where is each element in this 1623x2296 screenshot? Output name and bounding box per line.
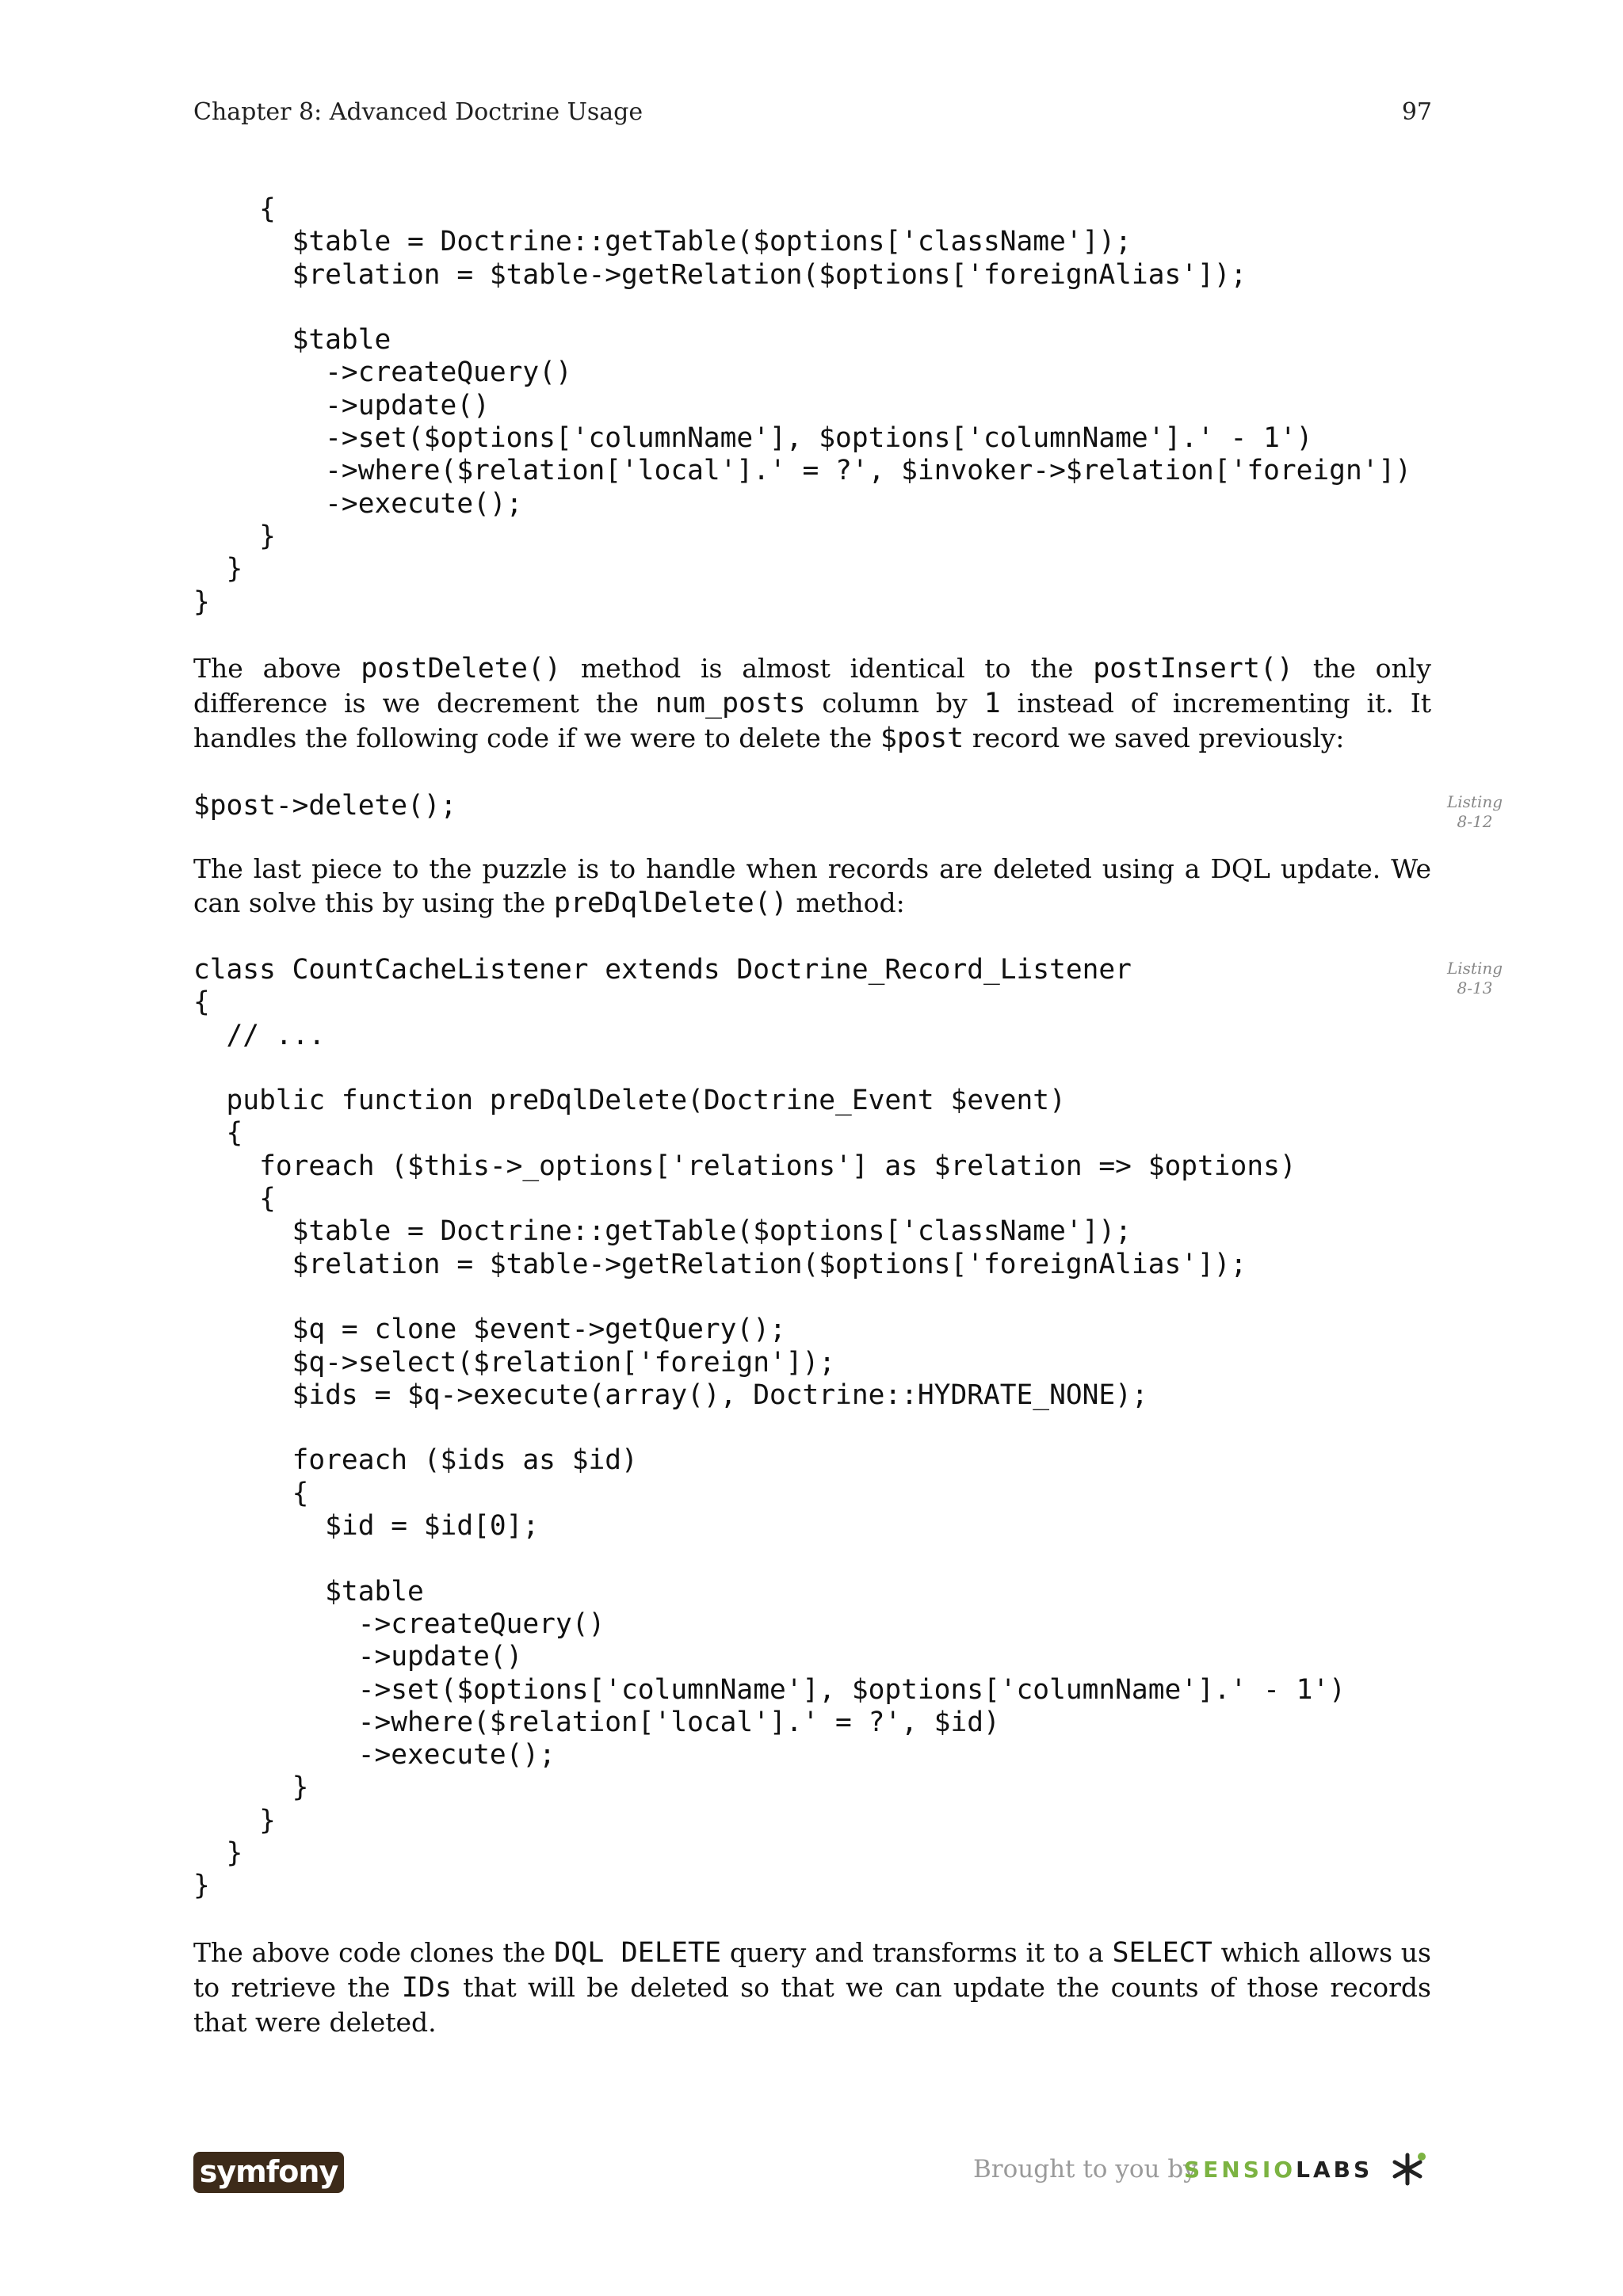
- text-run: which allows us to retrieve the: [193, 1937, 1431, 2003]
- listing-number: 8-13: [1457, 978, 1493, 997]
- inline-code: DQL DELETE: [554, 1937, 722, 1969]
- inline-code: preDqlDelete(): [553, 887, 788, 919]
- page-number: 97: [1401, 98, 1432, 126]
- text-run: The above code clones the: [193, 1937, 555, 1968]
- symfony-logo: symfony: [193, 2152, 344, 2193]
- paragraph-postdelete-explanation: [193, 651, 1431, 756]
- listing-label-text: Listing: [1446, 792, 1503, 811]
- text-run: query and transforms it to a: [721, 1937, 1113, 1968]
- inline-code: IDs: [401, 1972, 452, 2004]
- text-run: column by: [805, 688, 984, 719]
- inline-code: SELECT: [1112, 1937, 1212, 1969]
- inline-code: 1: [983, 688, 1001, 719]
- listing-number: 8-12: [1457, 812, 1493, 831]
- sensiolabs-star-icon: [1387, 2149, 1428, 2190]
- sensiolabs-logo: [1184, 2157, 1373, 2183]
- inline-code: num_posts: [655, 688, 806, 719]
- text-run: method is almost identical to the: [561, 653, 1094, 684]
- listing-label-8-12: [1436, 792, 1514, 832]
- text-run: The above: [193, 653, 361, 684]
- inline-code: $post: [880, 723, 964, 754]
- labs-wordmark: LABS: [1296, 2157, 1373, 2183]
- text-run: The last piece to the puzzle is to handle when records are deleted using a DQL update. We can solve this by using the: [193, 853, 1431, 918]
- text-run: instead of incrementing it. It handles the following code if we were to delete the: [193, 688, 1431, 753]
- text-run: record we saved previously:: [964, 723, 1345, 753]
- chapter-title: Chapter 8: Advanced Doctrine Usage: [193, 98, 643, 126]
- paragraph-predqldelete-intro: [193, 852, 1431, 921]
- inline-code: postInsert(): [1093, 653, 1294, 685]
- paragraph-clone-explanation: [193, 1936, 1431, 2039]
- text-run: method:: [787, 887, 905, 918]
- code-listing-8-12: $post->delete();: [193, 790, 457, 822]
- listing-label-8-13: [1436, 959, 1514, 998]
- text-run: that will be deleted so that we can update the counts of those records that were deleted.: [193, 1972, 1431, 2038]
- inline-code: postDelete(): [361, 653, 562, 685]
- sensio-wordmark: SENSIO: [1184, 2157, 1296, 2183]
- brought-to-you-by: Brought to you by: [973, 2155, 1197, 2183]
- code-listing-8-13: class CountCacheListener extends Doctrine_Record_Listener { // ... public function preDqlDelete(Doctrine_Event $event) { foreach ($this->_options['relations'] as $relation => $options) { $table = Doctrine::getTable($options['className']); $relation = $table->getRelation($options['foreignAlias']); $q = clone $event->getQuery(); $q->select($relation['foreign']); $ids = $q->execute(array(), Doctrine::HYDRATE_NONE); foreach ($ids as $id) { $id = $id[0]; $table ->createQuery() ->update() ->set($options['columnName'], $options['columnName'].' - 1') ->where($relation['local'].' = ?', $id) ->execute(); } } } }: [193, 954, 1346, 1902]
- text-run: the only difference is we decrement the: [193, 653, 1432, 719]
- code-block-continuation: { $table = Doctrine::getTable($options['className']); $relation = $table->getRelation($options['foreignAlias']); $table ->createQuery() ->update() ->set($options['columnName'], $options['columnName'].' - 1') ->where($relation['local'].' = ?', $invoker->$relation['foreign']) ->execute(); } } }: [193, 193, 1412, 618]
- listing-label-text: Listing: [1446, 959, 1503, 978]
